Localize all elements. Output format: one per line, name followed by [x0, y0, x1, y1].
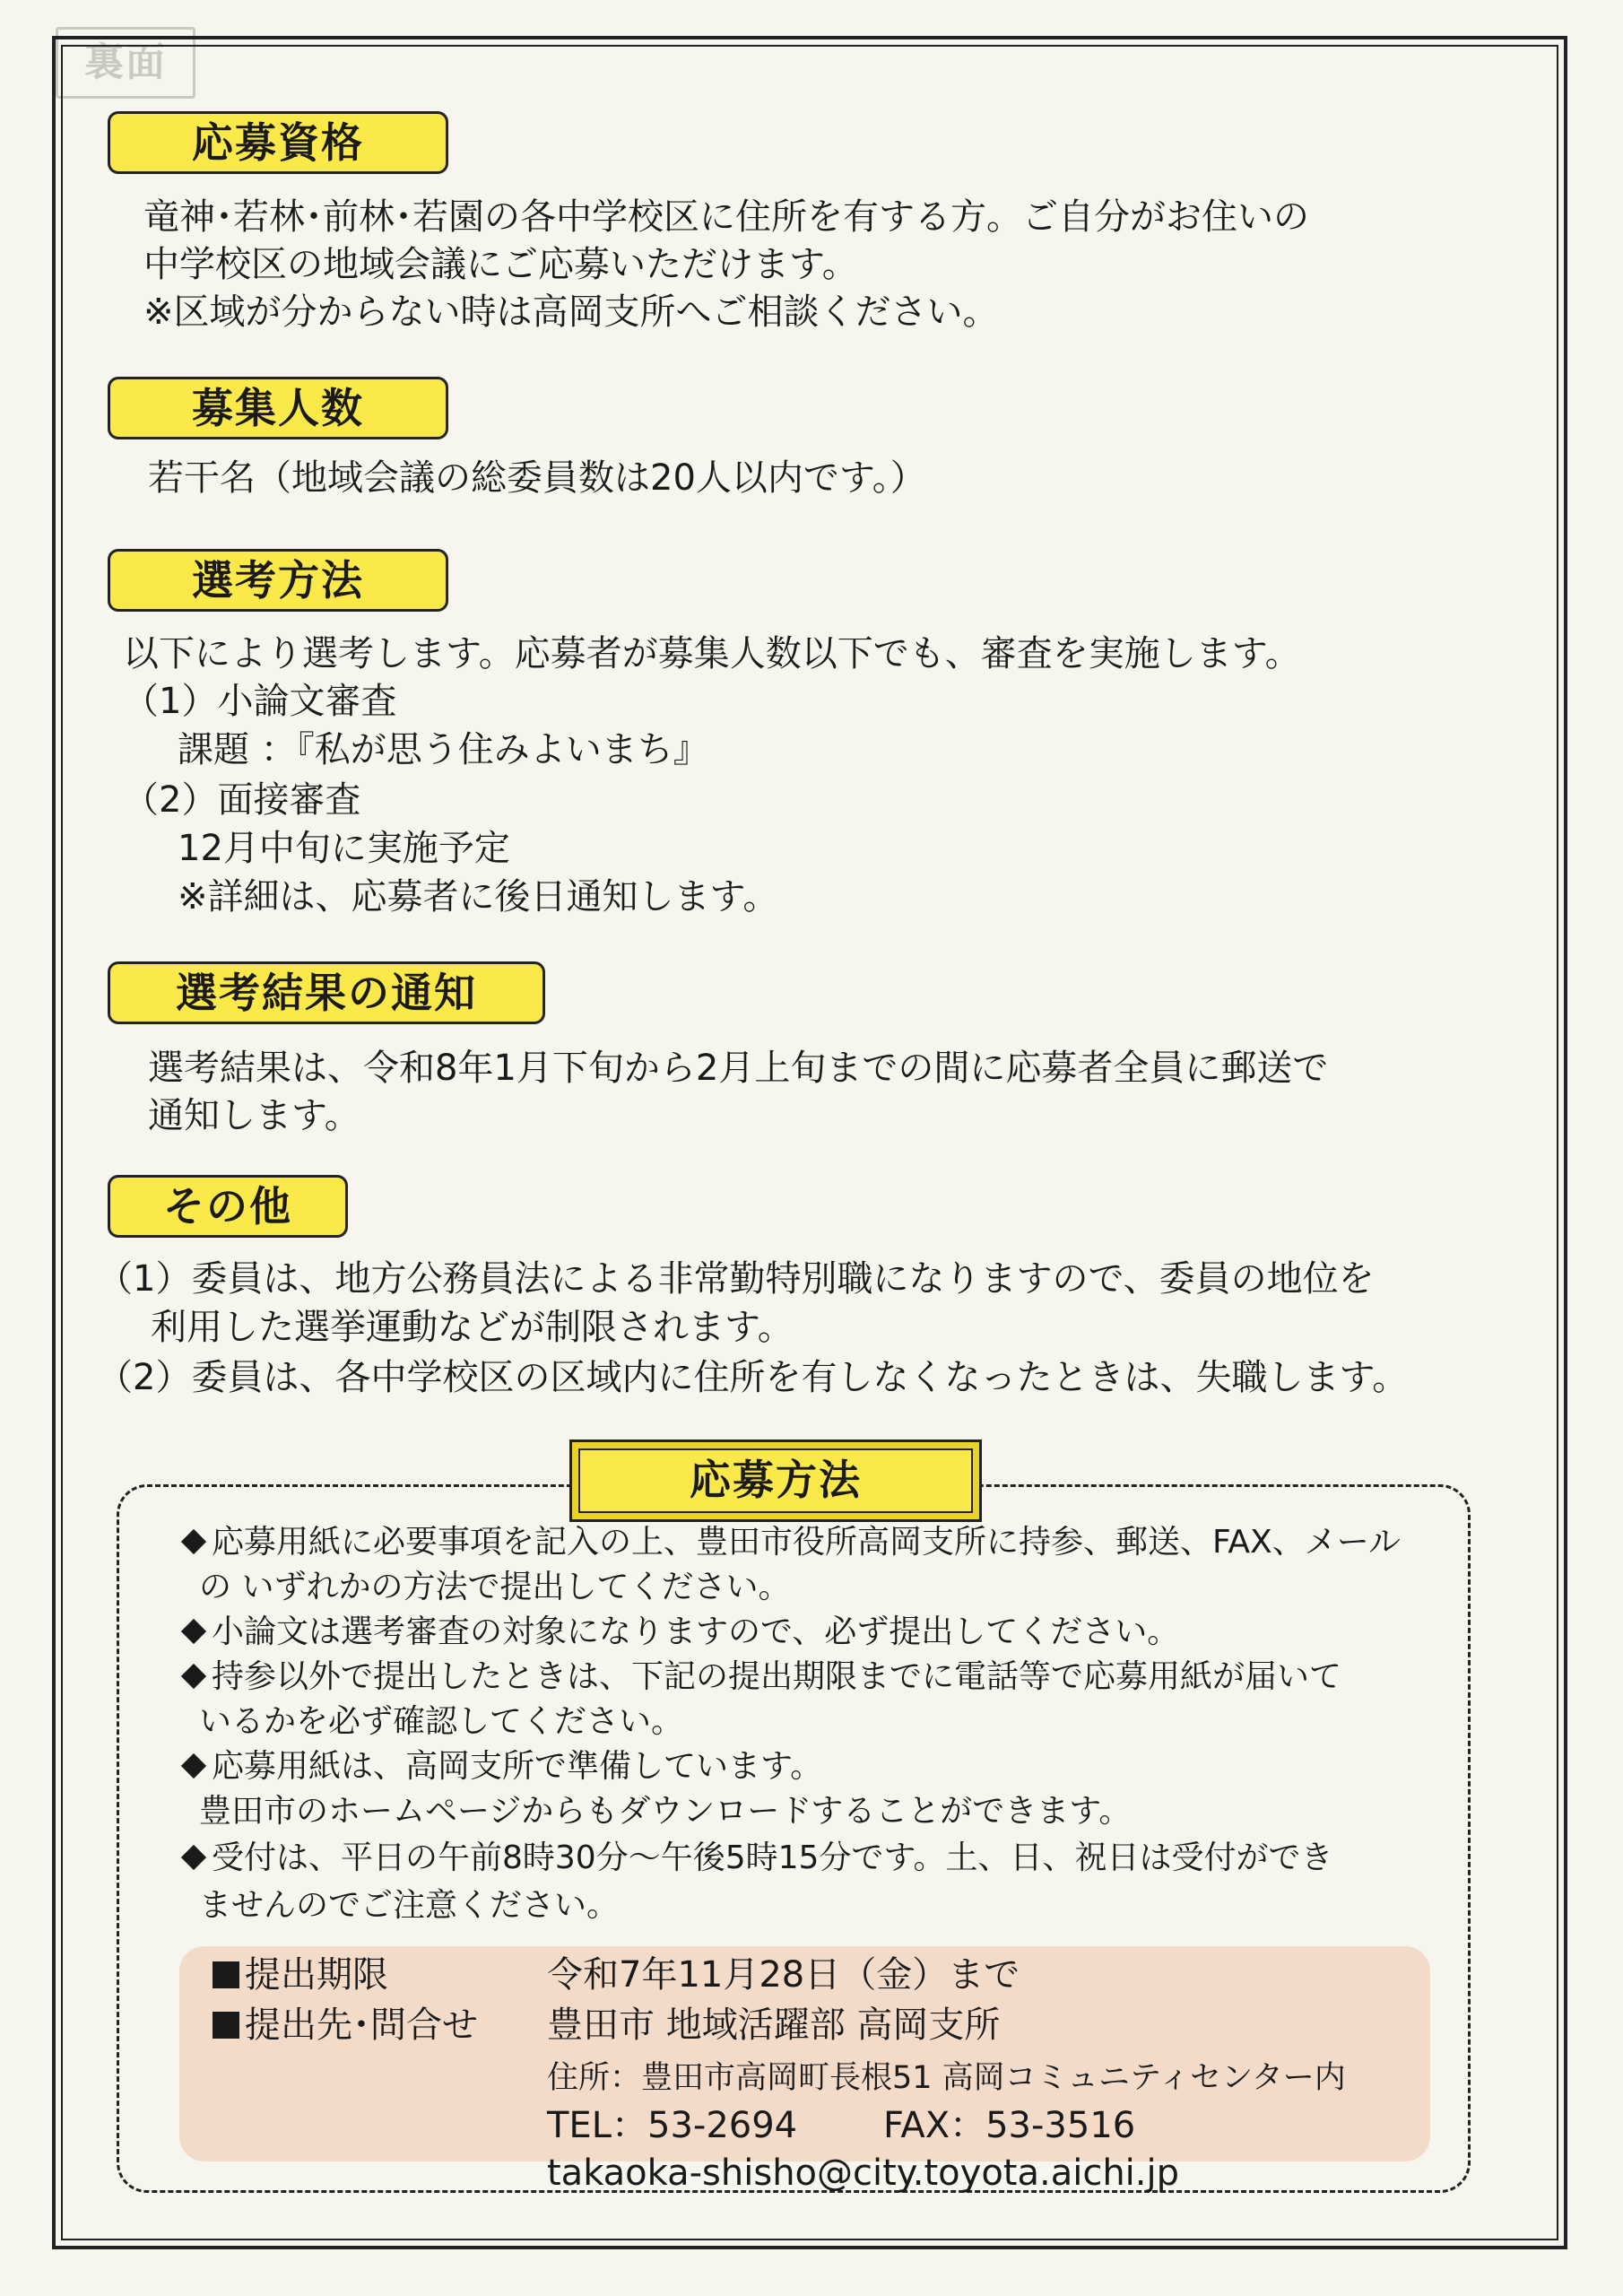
- diamond-bullet-icon: [181, 1664, 206, 1689]
- selection-item-2-detail-2: ※詳細は、応募者に後日通知します。: [178, 876, 779, 918]
- diamond-bullet-icon: [181, 1753, 206, 1779]
- contact-label: 提出先･問合せ: [213, 2003, 478, 2048]
- selection-item-2: （2）面接審査: [123, 779, 361, 821]
- selection-intro: 以下により選考します。応募者が募集人数以下でも、審査を実施します。: [123, 633, 1301, 674]
- application-bullet-5-cont: ませんのでご注意ください。: [199, 1887, 620, 1924]
- application-bullet-1: 応募用紙に必要事項を記入の上、豊田市役所高岡支所に持参、郵送、FAX、メール: [179, 1520, 1401, 1565]
- application-bullet-3: 持参以外で提出したときは、下記の提出期限までに電話等で応募用紙が届いて: [179, 1655, 1341, 1700]
- other-line-1: （1）委員は、地方公務員法による非常勤特別職になりますので、委員の地位を: [97, 1258, 1375, 1300]
- application-bullet-3-cont: いるかを必ず確認してください。: [199, 1703, 684, 1740]
- recruitment-count-text: 若干名（地域会議の総委員数は20人以内です。）: [148, 457, 926, 499]
- application-bullet-4: 応募用紙は、高岡支所で準備しています。: [179, 1744, 822, 1789]
- contact-address: 住所：豊田市高岡町長根51 高岡コミュニティセンター内: [547, 2060, 1346, 2096]
- selection-item-1-detail: 課題 ：『私が思う住みよいまち』: [178, 729, 709, 770]
- diamond-bullet-icon: [181, 1845, 206, 1870]
- contact-fax: FAX：53-3516: [883, 2105, 1136, 2146]
- application-bullet-5: 受付は、平日の午前8時30分～午後5時15分です。土、日、祝日は受付ができ: [179, 1836, 1333, 1881]
- eligibility-line-1: 竜神･若林･前林･若園の各中学校区に住所を有する方。ご自分がお住いの: [143, 196, 1309, 238]
- result-notice-line-1: 選考結果は、令和8年1月下旬から2月上旬までの間に応募者全員に郵送で: [148, 1048, 1329, 1089]
- recruitment-count-heading: 募集人数: [108, 377, 448, 439]
- contact-email: takaoka-shisho@city.toyota.aichi.jp: [547, 2152, 1179, 2194]
- contact-tel: TEL：53-2694: [547, 2105, 798, 2146]
- application-bullet-4-cont: 豊田市のホームページからもダウンロードすることができます。: [199, 1793, 1132, 1830]
- square-bullet-icon: [213, 2012, 239, 2039]
- page-side-tag: 裏面: [56, 27, 195, 99]
- application-bullet-1-cont: の いずれかの方法で提出してください。: [199, 1569, 791, 1605]
- selection-method-heading: 選考方法: [108, 549, 448, 612]
- selection-item-1: （1）小論文審査: [123, 681, 397, 722]
- eligibility-line-3: ※区域が分からない時は高岡支所へご相談ください。: [143, 291, 999, 333]
- other-line-3: （2）委員は、各中学校区の区域内に住所を有しなくなったときは、失職します。: [97, 1357, 1409, 1398]
- diamond-bullet-icon: [181, 1529, 206, 1554]
- selection-item-2-detail-1: 12月中旬に実施予定: [178, 828, 510, 869]
- contact-value: 豊田市 地域活躍部 高岡支所: [547, 2005, 1001, 2046]
- application-method-heading: 応募方法: [569, 1439, 982, 1522]
- other-heading: その他: [108, 1175, 348, 1238]
- diamond-bullet-icon: [181, 1619, 206, 1644]
- other-line-2: 利用した選挙運動などが制限されます。: [151, 1307, 794, 1348]
- square-bullet-icon: [213, 1961, 239, 1988]
- result-notice-line-2: 通知します。: [148, 1095, 360, 1136]
- application-bullet-2: 小論文は選考審査の対象になりますので、必ず提出してください。: [179, 1610, 1179, 1655]
- eligibility-heading: 応募資格: [108, 111, 448, 174]
- deadline-value: 令和7年11月28日（金）まで: [547, 1954, 1020, 1996]
- result-notice-heading: 選考結果の通知: [108, 961, 545, 1024]
- eligibility-line-2: 中学校区の地域会議にご応募いただけます。: [143, 244, 858, 285]
- deadline-label: 提出期限: [213, 1952, 388, 1997]
